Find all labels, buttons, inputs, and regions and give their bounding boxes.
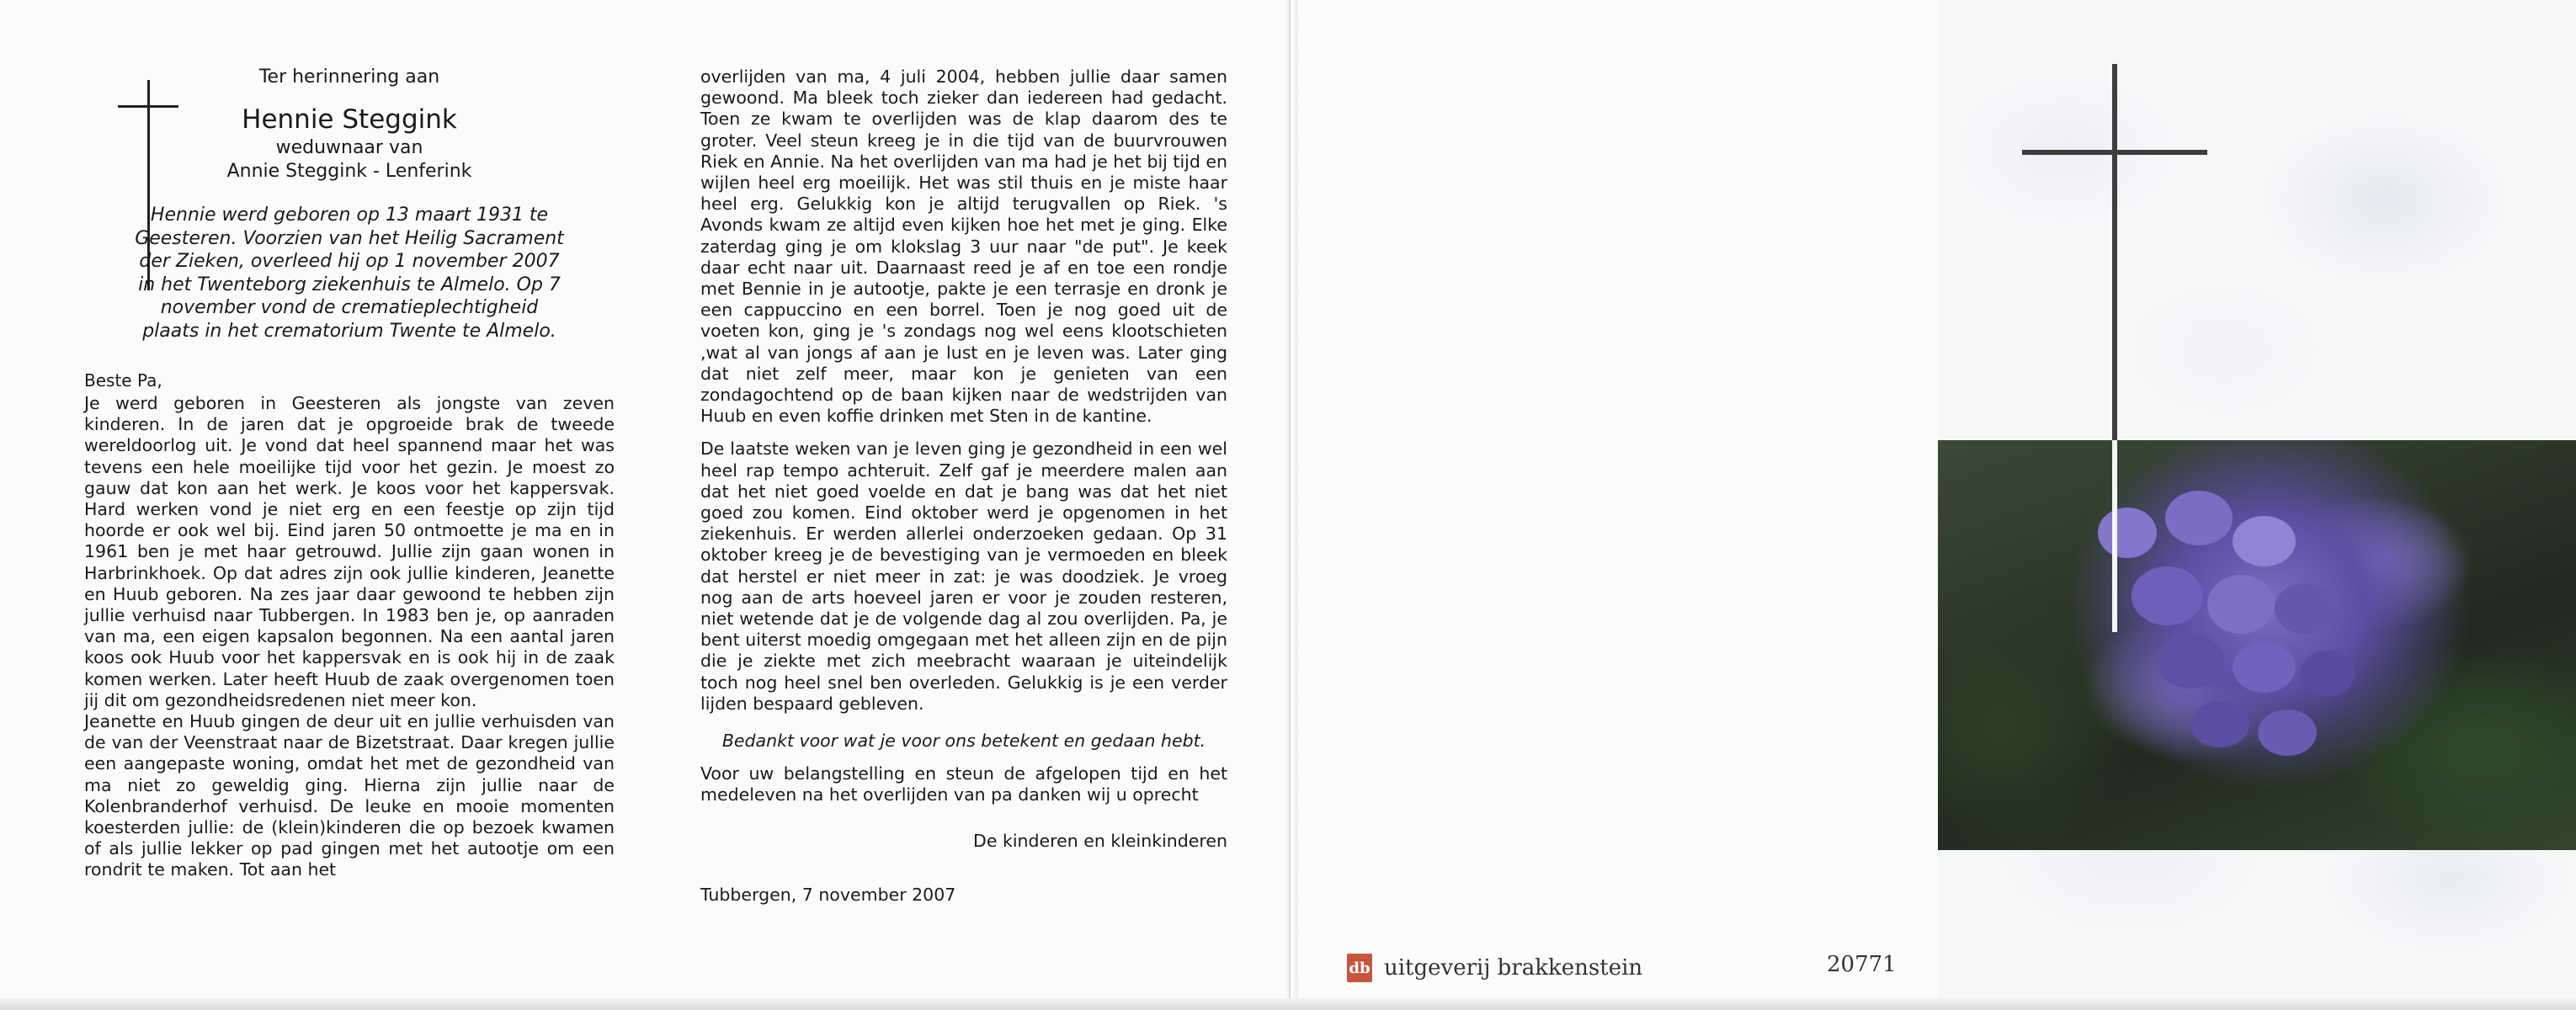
hydrangea-photo	[1938, 440, 2576, 850]
petal	[2258, 710, 2317, 756]
deceased-name: Hennie Steggink	[242, 104, 457, 135]
text-column-right	[700, 66, 1227, 906]
petal	[2300, 651, 2355, 697]
salutation: Beste Pa,	[84, 370, 162, 391]
text-column-left	[84, 61, 615, 881]
scan-bottom-edge	[0, 998, 2576, 1010]
memorial-caption: Ter herinnering aan	[258, 66, 440, 88]
thanks-line: Bedankt voor wat je voor ons betekent en gedaan hebt.	[721, 731, 1206, 752]
petal	[2233, 516, 2296, 566]
petal	[2275, 583, 2334, 634]
petal	[2132, 566, 2203, 625]
petal	[2165, 491, 2233, 545]
petal	[2157, 634, 2224, 688]
relation-line-1: weduwnaar van	[275, 137, 423, 158]
closing-paragraph: Voor uw belangstelling en steun de afgelopen tijd en het medeleven na het overlijden van pa danken wij u oprecht	[700, 763, 1227, 805]
signature: De kinderen en kleinkinderen	[973, 830, 1227, 851]
card-code: 20771	[1827, 952, 1897, 977]
front-cross-vertical-top	[2112, 64, 2117, 440]
front-cross-vertical-bottom	[2112, 440, 2117, 632]
petal	[2190, 701, 2249, 747]
body-paragraph: overlijden van ma, 4 juli 2004, hebben jullie daar samen gewoond. Ma bleek toch zieker dan iedereen had gedacht. Toen ze kwam te overlijden was de klap daarom des te groter. Veel steun kreeg je in die tijd van de buurvrouwen Riek en Annie. Na het overlijden van ma had je het bij tijd en wijlen heel erg moeilijk. Het was stil thuis en je miste haar heel erg. Gelukkig kon je altijd terugvallen op Riek. 's Avonds kwam ze altijd even kijken hoe het met je ging. Elke zaterdag ging je om klokslag 3 uur naar "de put". Je keek daar echt naar uit. Daarnaast reed je af en toe een rondje met Bennie in je autootje, pakte je een terrasje en dronk je een cappuccino en een borrel. Toen je nog goed uit de voeten kon, ging je 's zondags nog wel eens klootschieten ,wat al van jongs af aan je lust en je leven was. Later ging dat niet zelf meer, maar kon je genieten van een zondagochtend op de baan kijken naar de wedstrijden van Huub en even koffie drinken met Sten in de kantine.	[700, 66, 1227, 427]
place-date: Tubbergen, 7 november 2007	[700, 884, 956, 905]
publisher-name: uitgeverij brakkenstein	[1384, 955, 1643, 981]
card-edge	[1289, 0, 1291, 1010]
body-paragraph: Je werd geboren in Geesteren als jongste van zeven kinderen. In de jaren dat je opgroeide brak de tweede wereldoorlog uit. Je vond dat heel spannend maar het was tevens een hele moeilijke tijd voor het gezin. Je moest zo gauw dat kon aan het werk. Je koos voor het kappersvak. Hard werken vond je niet erg en een feestje op zijn tijd hoorde er ook wel bij. Eind jaren 50 ontmoette je ma en in 1961 ben je met haar getrouwd. Jullie zijn gaan wonen in Harbrinkhoek. Op dat adres zijn ook jullie kinderen, Jeanette en Huub geboren. Na zes jaar daar gewoond te hebben zijn jullie verhuisd naar Tubbergen. In 1983 ben je, op aanraden van ma, een eigen kapsalon begonnen. Na een aantal jaren koos ook Huub voor het kappersvak en is ook hij in de zaak komen werken. Later heeft Huub de zaak overgenomen toen jij dit om gezondheidsredenen niet meer kon.	[84, 393, 615, 710]
body-paragraph: Jeanette en Huub gingen de deur uit en jullie verhuisden van de van der Veenstraat naar de Bizetstraat. Daar kregen jullie een aangepaste woning, omdat het met de gezondheid van ma niet zo geweldig ging. Hierna zijn jullie naar de Kolenbranderhof verhuisd. De leuke en mooie momenten koesterden jullie: de (klein)kinderen die op bezoek kwamen of als jullie lekker op pad gingen met het autootje om een rondrit te maken. Tot aan het	[84, 711, 615, 880]
relation-line-2: Annie Steggink - Lenferink	[226, 161, 472, 182]
petal	[2098, 508, 2157, 558]
publisher-mark	[1347, 951, 1642, 985]
memorial-heading	[84, 61, 615, 183]
body-paragraph: De laatste weken van je leven ging je gezondheid in een wel heel rap tempo achteruit. Zelf gaf je meerdere malen aan dat het niet goed voelde en dat je bang was dat het niet goed zou komen. Eind oktober werd je opgenomen in het ziekenhuis. Er werden allerlei onderzoeken gedaan. Op 31 oktober kreeg je de bevestiging van je vermoeden en bleek dat herstel er niet meer in zat: je was doodziek. Je vroeg nog aan de arts hoeveel jaren er voor je zouden resteren, niet wetende dat je de volgende dag al zou overlijden. Pa, je bent uiterst moedig omgegaan met het alleen zijn en de pijn die je ziekte met zich meebracht waaraan je uiteindelijk toch nog heel snel ben overleden. Gelukkig is je een verder lijden bespaard gebleven.	[700, 439, 1227, 714]
petal	[2233, 642, 2296, 693]
publisher-logo-icon: db	[1347, 954, 1372, 982]
intro-paragraph: Hennie werd geboren op 13 maart 1931 te Geesteren. Voorzien van het Heilig Sacrament der Zieken, overleed hij op 1 november 2007 in het Twenteborg ziekenhuis te Almelo. Op 7 november vond de crematieplechtigheid plaats in het crematorium Twente te Almelo.	[135, 205, 564, 342]
petal	[2207, 575, 2275, 634]
